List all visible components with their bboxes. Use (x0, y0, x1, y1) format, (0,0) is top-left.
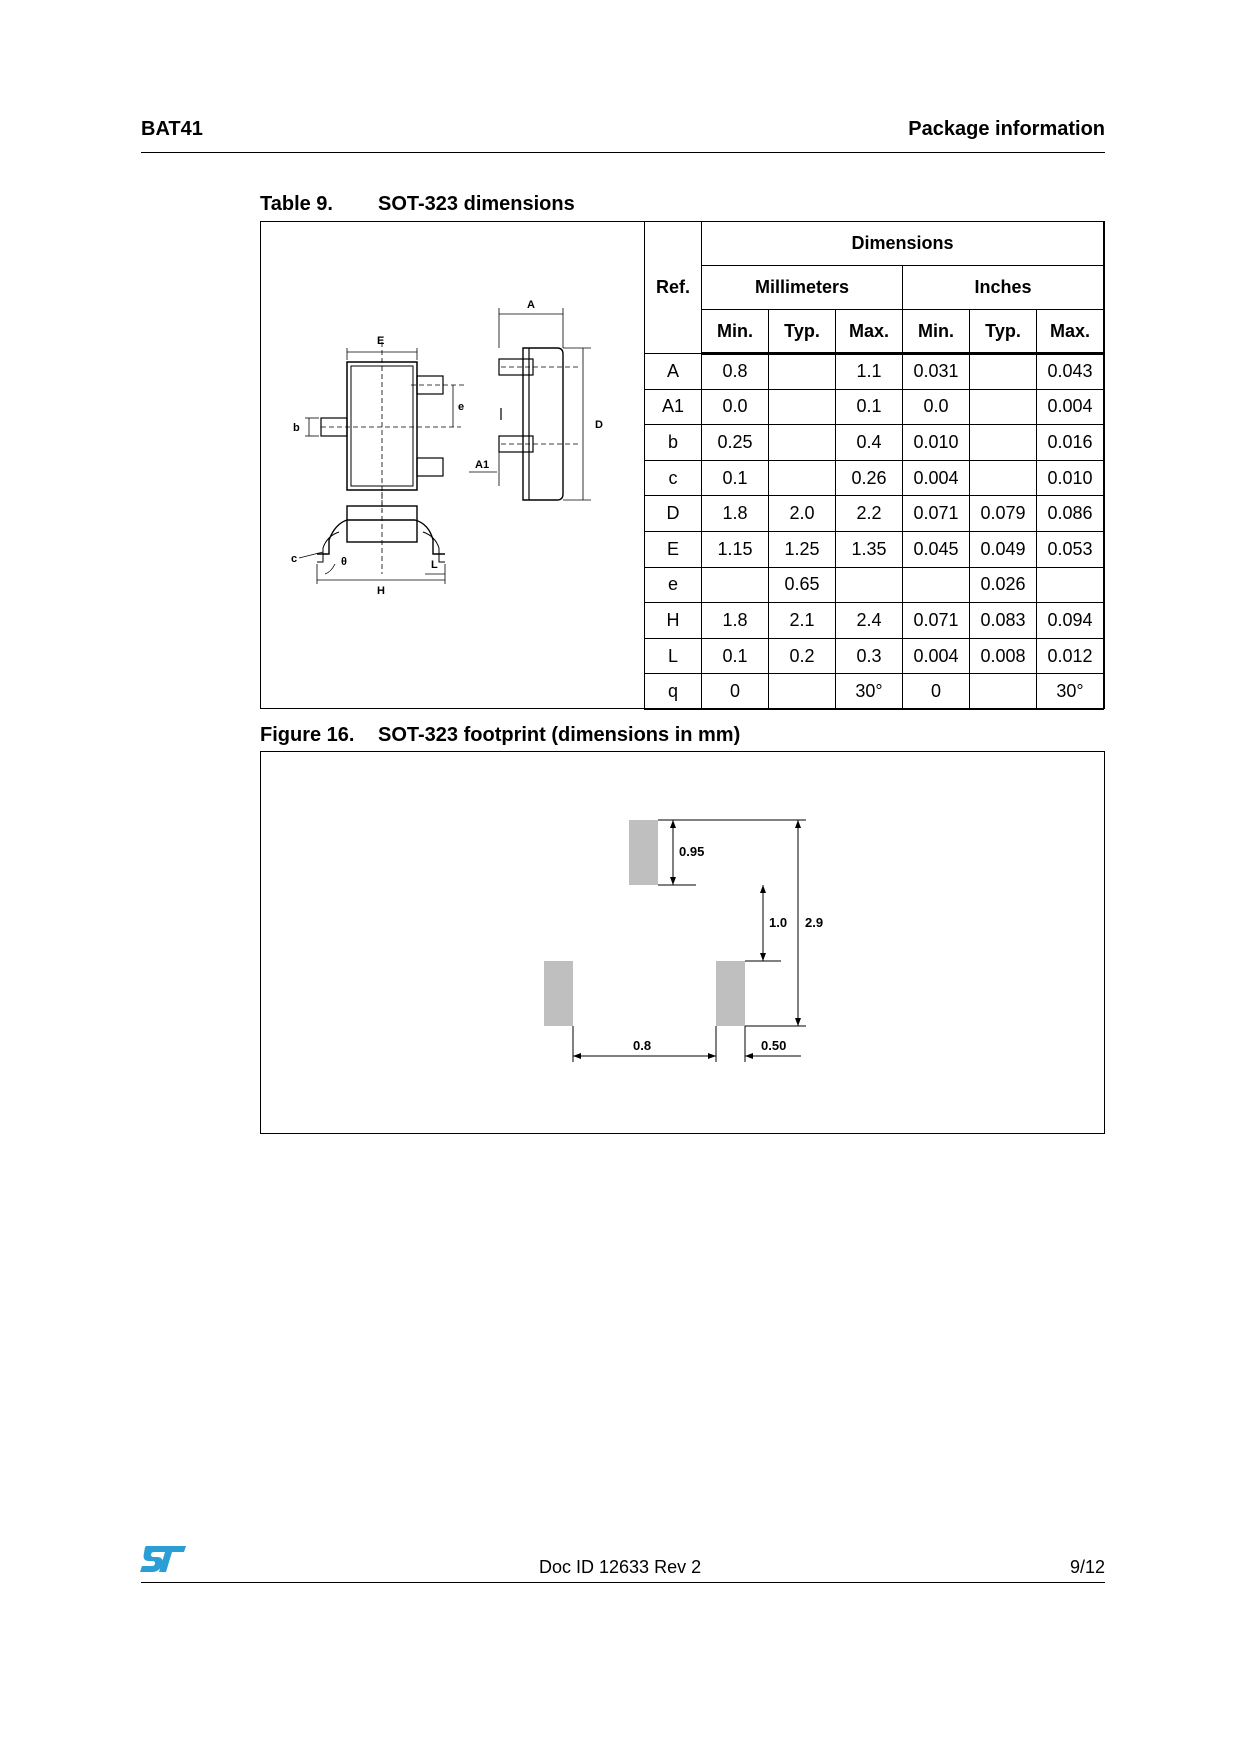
ref-cell: E (645, 531, 702, 567)
dimensions-header: Dimensions (702, 222, 1104, 266)
label-A: A (527, 299, 535, 311)
value-cell: 0.65 (769, 567, 836, 603)
value-cell (769, 674, 836, 710)
ref-cell: D (645, 496, 702, 532)
pad-top (629, 820, 658, 885)
value-cell (970, 354, 1037, 390)
st-logo-icon (140, 1544, 188, 1574)
value-cell (702, 567, 769, 603)
value-cell: 0.045 (903, 531, 970, 567)
table9-number: Table 9. (260, 193, 333, 215)
value-cell: 0.0 (702, 389, 769, 425)
mm-min-header: Min. (702, 310, 769, 354)
figure16-title: SOT-323 footprint (dimensions in mm) (378, 724, 741, 746)
table-row (645, 531, 1104, 567)
value-cell: 0.1 (702, 638, 769, 674)
value-cell: 0.086 (1037, 496, 1104, 532)
value-cell (970, 460, 1037, 496)
table-row (645, 389, 1104, 425)
value-cell: 0.083 (970, 603, 1037, 639)
value-cell (903, 567, 970, 603)
value-cell: 30° (836, 674, 903, 710)
value-cell: 0.008 (970, 638, 1037, 674)
ref-cell: A (645, 354, 702, 390)
value-cell: 0.071 (903, 603, 970, 639)
value-cell (769, 460, 836, 496)
value-cell: 0.043 (1037, 354, 1104, 390)
ref-cell: L (645, 638, 702, 674)
dim-gap: 1.0 (769, 915, 788, 930)
value-cell (769, 354, 836, 390)
label-b: b (293, 422, 300, 434)
value-cell: 0.1 (836, 389, 903, 425)
dimensions-table-body (645, 354, 1104, 710)
pad-bottom-left (544, 961, 573, 1026)
ref-cell: e (645, 567, 702, 603)
value-cell (970, 425, 1037, 461)
pad-bottom-right (716, 961, 745, 1026)
ref-cell: b (645, 425, 702, 461)
section-title: Package information (908, 118, 1105, 140)
header-rule (141, 152, 1105, 153)
in-typ-header: Typ. (970, 310, 1037, 354)
in-min-header: Min. (903, 310, 970, 354)
st-logo (140, 1544, 188, 1579)
millimeters-header: Millimeters (702, 266, 903, 310)
doc-part-number: BAT41 (141, 118, 203, 140)
value-cell: 30° (1037, 674, 1104, 710)
table9-caption (260, 193, 575, 216)
footprint-figure-box (260, 751, 1105, 1134)
value-cell: 2.4 (836, 603, 903, 639)
value-cell: 0.004 (903, 638, 970, 674)
footprint-drawing (261, 752, 1104, 1133)
value-cell: 0.049 (970, 531, 1037, 567)
value-cell: 0.2 (769, 638, 836, 674)
dim-pitch: 0.8 (633, 1038, 652, 1053)
label-e: e (458, 401, 465, 413)
value-cell: 0.0 (903, 389, 970, 425)
ref-cell: A1 (645, 389, 702, 425)
value-cell: 0 (702, 674, 769, 710)
value-cell: 0.26 (836, 460, 903, 496)
table-row (645, 496, 1104, 532)
value-cell (970, 674, 1037, 710)
value-cell: 0.026 (970, 567, 1037, 603)
dimensions-table (644, 221, 1104, 710)
value-cell: 0.010 (903, 425, 970, 461)
value-cell (836, 567, 903, 603)
value-cell: 0.25 (702, 425, 769, 461)
package-drawing (261, 222, 644, 708)
value-cell: 2.0 (769, 496, 836, 532)
ref-header: Ref. (645, 222, 702, 354)
value-cell: 0.3 (836, 638, 903, 674)
front-view-body (317, 520, 445, 554)
inches-header: Inches (903, 266, 1104, 310)
dim-pad-height: 0.95 (679, 844, 705, 859)
table-row (645, 354, 1104, 390)
label-c: c (291, 553, 298, 565)
footer-doc-id: Doc ID 12633 Rev 2 (539, 1557, 702, 1577)
value-cell: 1.8 (702, 496, 769, 532)
value-cell: 0.004 (1037, 389, 1104, 425)
value-cell: 0.071 (903, 496, 970, 532)
value-cell: 2.1 (769, 603, 836, 639)
label-E: E (377, 335, 385, 347)
value-cell: 1.25 (769, 531, 836, 567)
footer-rule (141, 1582, 1105, 1583)
dimensions-table-box (260, 221, 1105, 709)
table-row (645, 425, 1104, 461)
value-cell: 1.1 (836, 354, 903, 390)
figure16-caption (260, 724, 740, 747)
ref-cell: c (645, 460, 702, 496)
table-row (645, 567, 1104, 603)
value-cell: 0.016 (1037, 425, 1104, 461)
value-cell: 1.8 (702, 603, 769, 639)
label-theta: θ (341, 556, 347, 568)
value-cell: 0.094 (1037, 603, 1104, 639)
in-max-header: Max. (1037, 310, 1104, 354)
value-cell: 0.053 (1037, 531, 1104, 567)
value-cell: 0.012 (1037, 638, 1104, 674)
value-cell: 0.010 (1037, 460, 1104, 496)
value-cell (769, 389, 836, 425)
dim-pad-width: 0.50 (761, 1038, 787, 1053)
footer-page-number: 9/12 (1069, 1557, 1105, 1577)
footprint-pads (544, 820, 745, 1026)
value-cell: 0 (903, 674, 970, 710)
label-H: H (377, 585, 385, 597)
value-cell: 0.031 (903, 354, 970, 390)
value-cell: 0.8 (702, 354, 769, 390)
table9-title: SOT-323 dimensions (378, 193, 575, 215)
value-cell: 2.2 (836, 496, 903, 532)
value-cell: 0.079 (970, 496, 1037, 532)
ref-cell: q (645, 674, 702, 710)
label-L: L (431, 559, 438, 571)
figure16-number: Figure 16. (260, 724, 355, 746)
table-row (645, 674, 1104, 710)
value-cell: 0.4 (836, 425, 903, 461)
value-cell (769, 425, 836, 461)
value-cell: 1.15 (702, 531, 769, 567)
table-row (645, 603, 1104, 639)
value-cell: 0.004 (903, 460, 970, 496)
mm-max-header: Max. (836, 310, 903, 354)
ref-cell: H (645, 603, 702, 639)
value-cell (1037, 567, 1104, 603)
value-cell: 1.35 (836, 531, 903, 567)
table-row (645, 460, 1104, 496)
table-row (645, 638, 1104, 674)
value-cell: 0.1 (702, 460, 769, 496)
dim-total: 2.9 (805, 915, 824, 930)
value-cell (970, 389, 1037, 425)
mm-typ-header: Typ. (769, 310, 836, 354)
label-A1: A1 (475, 459, 490, 471)
label-D: D (595, 419, 603, 431)
